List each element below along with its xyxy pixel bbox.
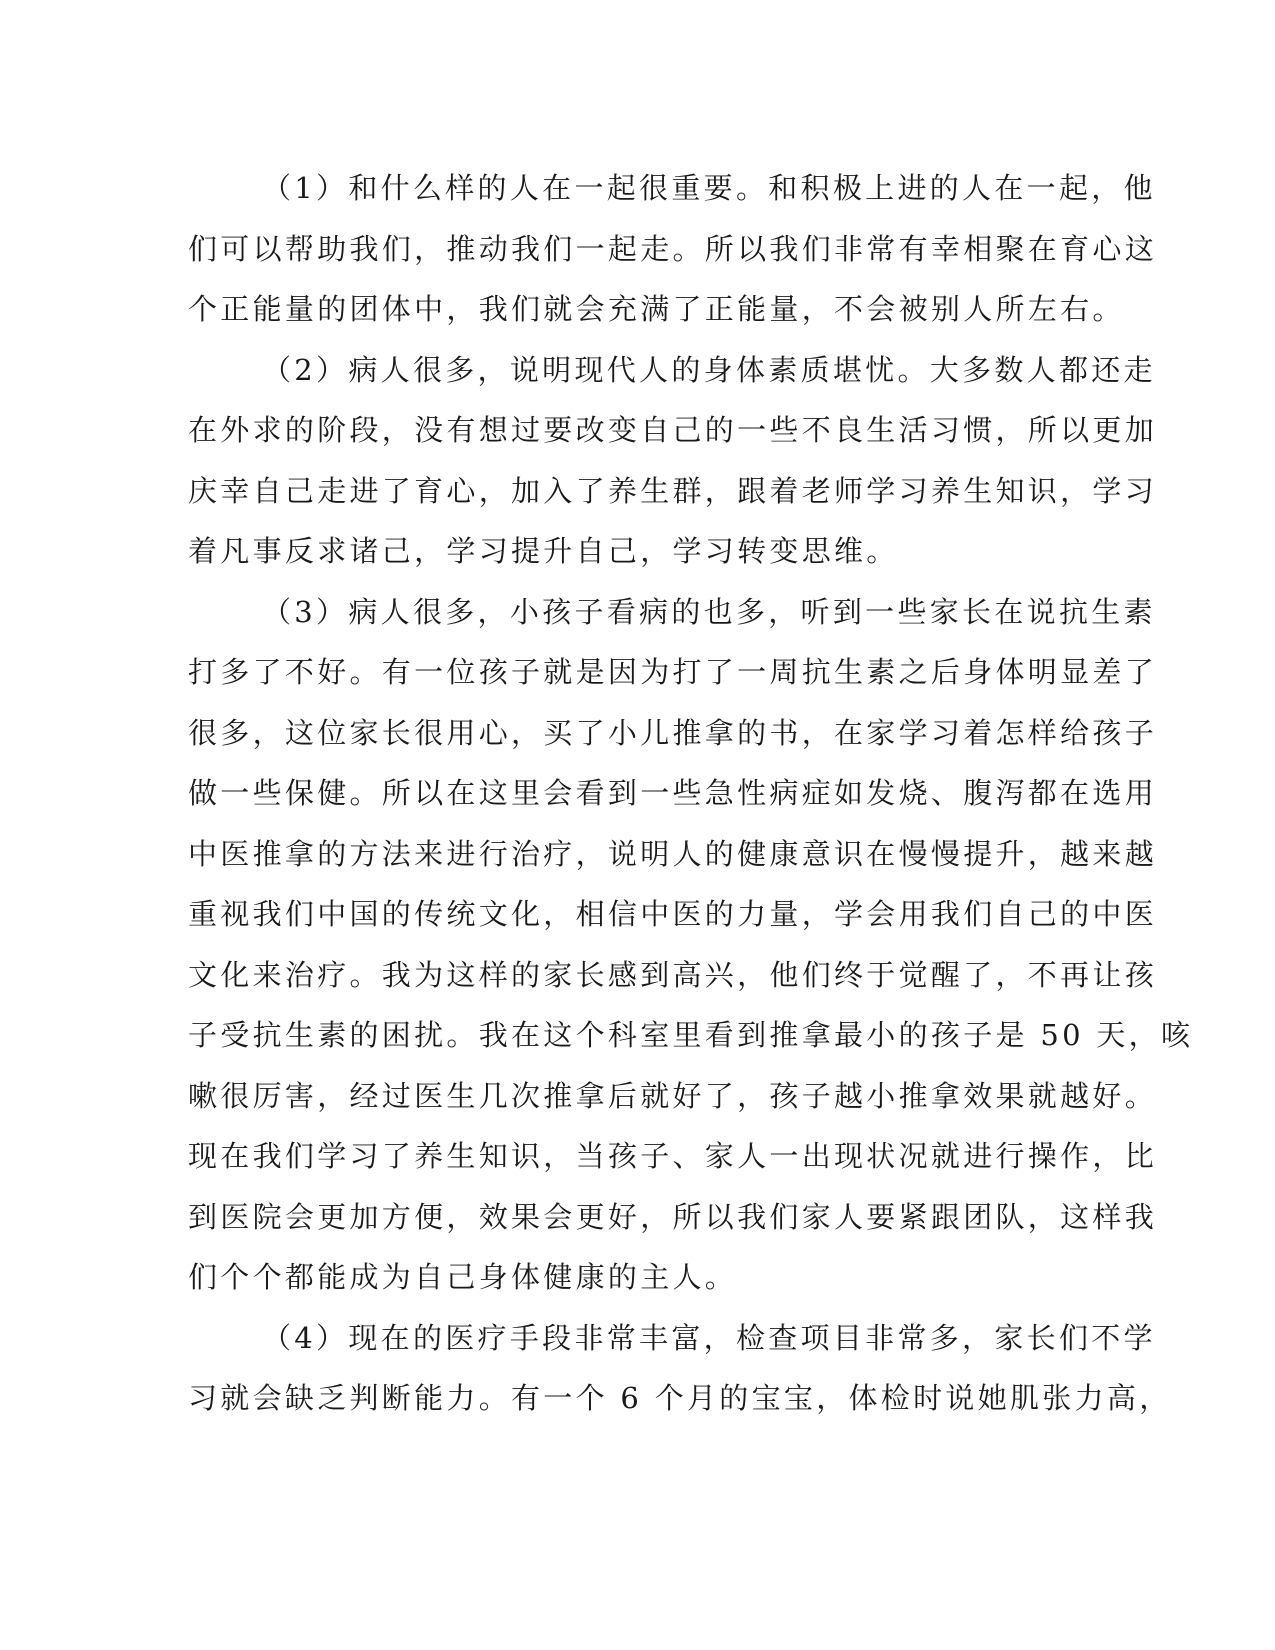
paragraph-3-line-7: 文化来治疗。我为这样的家长感到高兴，他们终于觉醒了，不再让孩	[188, 957, 1158, 992]
paragraph-3-line-11: 到医院会更加方便，效果会更好，所以我们家人要紧跟团队，这样我	[188, 1199, 1158, 1234]
paragraph-4-line-1: （4）现在的医疗手段非常丰富，检查项目非常多，家长们不学	[262, 1320, 1156, 1355]
paragraph-2-line-3: 庆幸自己走进了育心，加入了养生群，跟着老师学习养生知识，学习	[188, 473, 1158, 508]
body-text	[188, 158, 1194, 1429]
paragraph-1-line-2: 们可以帮助我们，推动我们一起走。所以我们非常有幸相聚在育心这	[188, 231, 1158, 266]
paragraph-3-line-10: 现在我们学习了养生知识，当孩子、家人一出现状况就进行操作，比	[188, 1139, 1158, 1173]
paragraph-1-line-1: （1）和什么样的人在一起很重要。和积极上进的人在一起，他	[262, 171, 1156, 205]
paragraph-4-line-2: 习就会缺乏判断能力。有一个 6 个月的宝宝，体检时说她肌张力高，	[188, 1381, 1172, 1415]
paragraph-3-line-2: 打多了不好。有一位孩子就是因为打了一周抗生素之后身体明显差了	[188, 655, 1158, 689]
paragraph-3-line-6: 重视我们中国的传统文化，相信中医的力量，学会用我们自己的中医	[188, 897, 1158, 931]
paragraph-2-line-1: （2）病人很多，说明现代人的身体素质堪忧。大多数人都还走	[262, 352, 1156, 387]
paragraph-2-line-2: 在外求的阶段，没有想过要改变自己的一些不良生活习惯，所以更加	[188, 413, 1158, 447]
paragraph-3-line-8: 子受抗生素的困扰。我在这个科室里看到推拿最小的孩子是 50 天，咳	[188, 1018, 1194, 1052]
paragraph-3-line-9: 嗽很厉害，经过医生几次推拿后就好了，孩子越小推拿效果就越好。	[188, 1078, 1158, 1113]
paragraph-2-line-4: 着凡事反求诸己，学习提升自己，学习转变思维。	[188, 534, 899, 568]
paragraph-3-line-3: 很多，这位家长很用心，买了小儿推拿的书，在家学习着怎样给孩子	[188, 715, 1158, 750]
paragraph-3-line-4: 做一些保健。所以在这里会看到一些急性病症如发烧、腹泻都在选用	[188, 776, 1158, 810]
paragraph-1-line-3: 个正能量的团体中，我们就会充满了正能量，不会被别人所左右。	[188, 292, 1125, 326]
paragraph-3-line-5: 中医推拿的方法来进行治疗，说明人的健康意识在慢慢提升，越来越	[188, 836, 1158, 871]
paragraph-3-line-12: 们个个都能成为自己身体健康的主人。	[188, 1260, 738, 1294]
paragraph-3-line-1: （3）病人很多，小孩子看病的也多，听到一些家长在说抗生素	[262, 594, 1156, 629]
